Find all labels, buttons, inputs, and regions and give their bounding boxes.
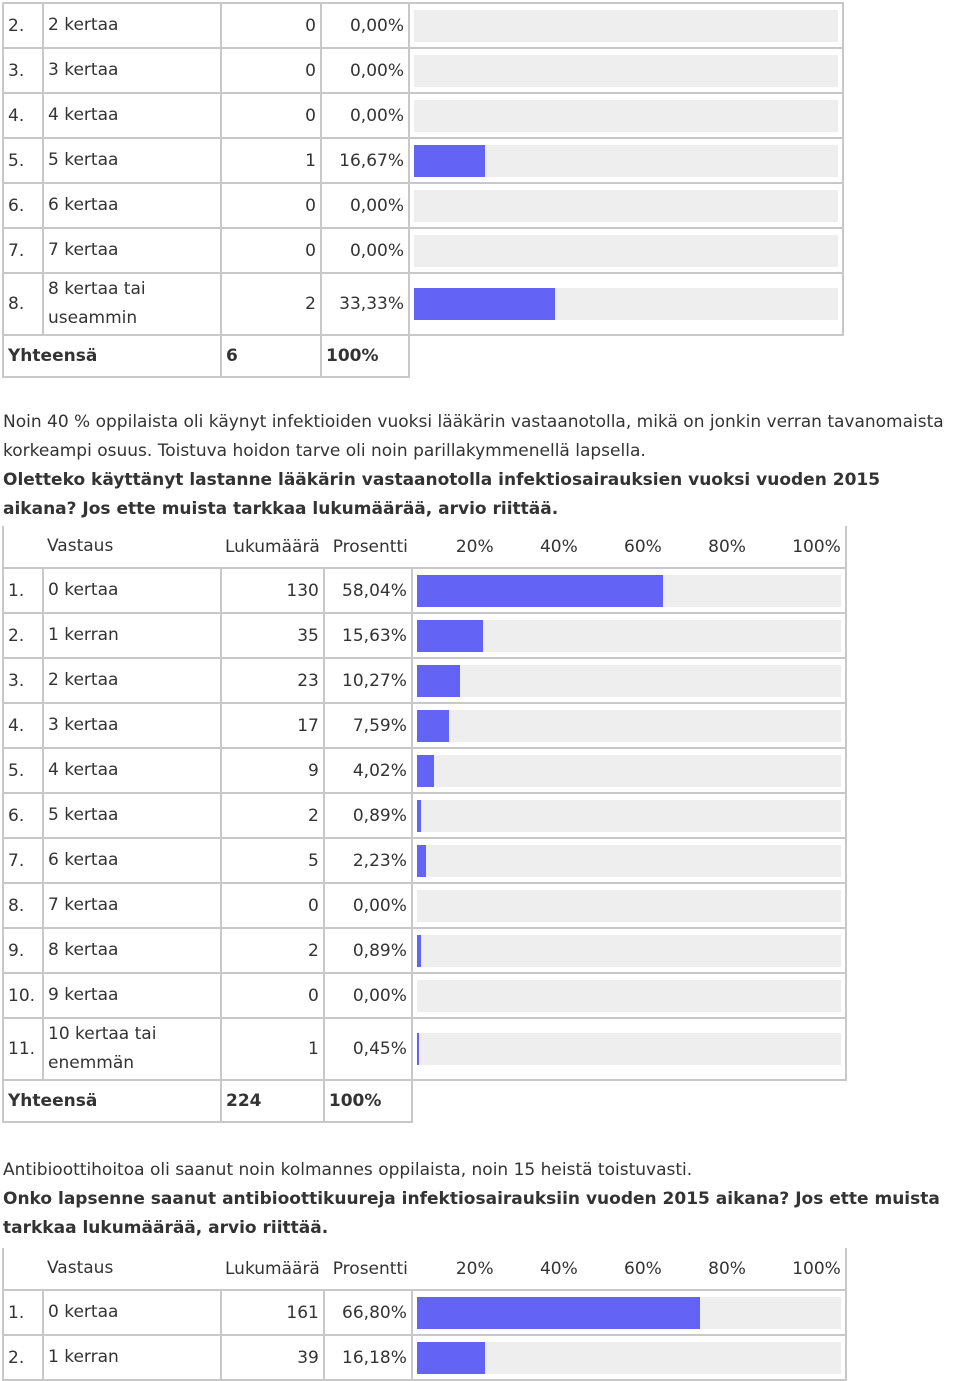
row-number: 11. [3,1018,43,1080]
row-percent: 33,33% [321,273,409,335]
row-count: 130 [221,568,324,613]
bar-track [414,145,838,177]
row-bar-cell [412,703,846,748]
bar-fill [414,288,555,320]
scale-label: 80% [708,536,746,557]
row-percent: 15,63% [324,613,412,658]
table-row [3,183,843,228]
scale-label: 100% [792,1258,841,1279]
row-count: 0 [221,228,321,273]
row-bar-cell [409,273,843,335]
row-number: 3. [3,658,43,703]
table-row [3,883,846,928]
row-number: 2. [3,1335,43,1380]
row-count: 1 [221,1018,324,1080]
row-number: 4. [3,703,43,748]
row-bar-cell [412,883,846,928]
row-count: 5 [221,838,324,883]
table-total-row [3,1080,846,1122]
row-count: 0 [221,883,324,928]
header-answer: Vastaus [43,526,221,568]
bar-track [417,1033,841,1065]
total-label: Yhteensä [3,335,221,377]
results-table-body [3,1248,846,1380]
row-answer: 0 kertaa [43,1290,221,1335]
row-number: 6. [3,183,43,228]
header-spacer [3,526,43,568]
bar-fill [414,145,485,177]
row-percent: 7,59% [324,703,412,748]
table-row [3,1018,846,1080]
table-row [3,568,846,613]
bar-fill [417,665,461,697]
table-row [3,928,846,973]
table-header-row [3,526,846,568]
row-count: 0 [221,93,321,138]
row-bar-cell [412,838,846,883]
header-answer: Vastaus [43,1248,221,1290]
row-answer: 5 kertaa [43,793,221,838]
bar-track [417,980,841,1012]
total-count: 224 [221,1080,324,1122]
bar-fill [417,1342,486,1374]
row-count: 0 [221,48,321,93]
table-row [3,3,843,48]
bar-track [414,55,838,87]
row-number: 6. [3,793,43,838]
row-bar-cell [412,658,846,703]
row-answer: 1 kerran [43,613,221,658]
bar-fill [417,935,421,967]
results-table-visits-continued [2,2,844,378]
scale-label: 20% [455,1258,494,1279]
total-percent: 100% [321,335,409,377]
row-bar-cell [412,928,846,973]
results-table-body [3,526,846,1122]
table-row [3,1290,846,1335]
summary-text-antibiotics: Antibioottihoitoa oli saanut noin kolmannes oppilaista, noin 15 heistä toistuvasti. [3,1160,693,1180]
row-percent: 0,00% [321,183,409,228]
table-row [3,748,846,793]
bar-track [417,845,841,877]
results-table-antibiotics [2,1248,847,1381]
row-answer: 7 kertaa [43,228,221,273]
bar-track [414,288,838,320]
row-percent: 0,00% [324,973,412,1018]
row-bar-cell [412,568,846,613]
row-answer: 4 kertaa [43,93,221,138]
table-row [3,228,843,273]
bar-track [417,800,841,832]
total-spacer [409,335,843,377]
scale-labels [416,537,841,557]
bar-track [414,10,838,42]
header-percent: Prosentti [324,1248,412,1290]
row-percent: 10,27% [324,658,412,703]
row-count: 2 [221,273,321,335]
row-bar-cell [409,3,843,48]
row-count: 23 [221,658,324,703]
bar-track [417,890,841,922]
bar-fill [417,1033,419,1065]
question-doctor-visits: Oletteko käyttänyt lastanne lääkärin vastaanotolla infektiosairauksien vuoksi vuoden 2015 aikana? Jos ette muista tarkkaa lukumäärää, arvio riittää. [3,470,881,519]
row-percent: 58,04% [324,568,412,613]
row-number: 3. [3,48,43,93]
scale-labels [416,1259,841,1279]
row-answer: 10 kertaa tai enemmän [43,1018,221,1080]
summary-text-visits: Noin 40 % oppilaista oli käynyt infektioiden vuoksi lääkärin vastaanotolla, mikä on jonkin verran tavanomaista korkeampi osuus. Toistuva hoidon tarve oli noin parillakymmenellä lapsella. [3,412,944,461]
row-answer: 5 kertaa [43,138,221,183]
table-row [3,613,846,658]
row-percent: 0,00% [324,883,412,928]
scale-label: 100% [792,536,841,557]
row-count: 35 [221,613,324,658]
header-percent: Prosentti [324,526,412,568]
row-answer: 3 kertaa [43,48,221,93]
row-bar-cell [409,93,843,138]
row-number: 8. [3,883,43,928]
bar-fill [417,845,426,877]
row-number: 1. [3,1290,43,1335]
total-label: Yhteensä [3,1080,221,1122]
row-number: 5. [3,138,43,183]
row-percent: 16,18% [324,1335,412,1380]
total-spacer [412,1080,846,1122]
table-row [3,273,843,335]
row-bar-cell [412,1018,846,1080]
row-percent: 66,80% [324,1290,412,1335]
row-percent: 16,67% [321,138,409,183]
bar-track [417,1297,841,1329]
total-percent: 100% [324,1080,412,1122]
row-count: 17 [221,703,324,748]
row-percent: 0,00% [321,48,409,93]
row-number: 10. [3,973,43,1018]
row-answer: 6 kertaa [43,838,221,883]
table-row [3,703,846,748]
row-answer: 0 kertaa [43,568,221,613]
row-number: 7. [3,838,43,883]
header-count: Lukumäärä [221,526,324,568]
row-percent: 0,00% [321,228,409,273]
row-bar-cell [412,973,846,1018]
row-count: 1 [221,138,321,183]
results-table-doctor-visits [2,526,847,1123]
table-row [3,1335,846,1380]
scale-label: 40% [539,1258,578,1279]
bar-track [417,935,841,967]
row-answer: 9 kertaa [43,973,221,1018]
row-count: 2 [221,928,324,973]
row-percent: 0,89% [324,793,412,838]
row-percent: 0,45% [324,1018,412,1080]
scale-label: 80% [708,1258,746,1279]
bar-track [417,575,841,607]
table-row [3,658,846,703]
row-bar-cell [409,228,843,273]
row-number: 4. [3,93,43,138]
row-percent: 4,02% [324,748,412,793]
question-antibiotics: Onko lapsenne saanut antibioottikuureja infektiosairauksiin vuoden 2015 aikana? Jos ette muista tarkkaa lukumäärää, arvio riittää. [3,1189,940,1238]
row-answer: 3 kertaa [43,703,221,748]
row-number: 5. [3,748,43,793]
bar-fill [417,575,663,607]
row-count: 9 [221,748,324,793]
row-bar-cell [412,1335,846,1380]
table-row [3,48,843,93]
row-bar-cell [412,793,846,838]
row-answer: 4 kertaa [43,748,221,793]
results-table-body [3,3,843,377]
row-answer: 1 kerran [43,1335,221,1380]
row-bar-cell [409,183,843,228]
bar-track [417,620,841,652]
bar-fill [417,710,449,742]
table-row [3,793,846,838]
table-row [3,138,843,183]
header-scale [412,526,846,568]
row-bar-cell [409,138,843,183]
row-answer: 7 kertaa [43,883,221,928]
row-number: 8. [3,273,43,335]
table-row [3,973,846,1018]
row-bar-cell [412,748,846,793]
row-bar-cell [409,48,843,93]
row-count: 0 [221,3,321,48]
row-percent: 0,00% [321,3,409,48]
row-percent: 2,23% [324,838,412,883]
scale-label: 60% [624,1258,662,1279]
row-number: 7. [3,228,43,273]
row-count: 0 [221,183,321,228]
table-total-row [3,335,843,377]
row-answer: 2 kertaa [43,3,221,48]
row-count: 2 [221,793,324,838]
bar-track [417,1342,841,1374]
bar-fill [417,620,483,652]
table-row [3,838,846,883]
bar-track [414,235,838,267]
bar-track [417,665,841,697]
row-number: 2. [3,3,43,48]
row-percent: 0,00% [321,93,409,138]
row-answer: 8 kertaa [43,928,221,973]
row-bar-cell [412,1290,846,1335]
scale-label: 60% [624,536,662,557]
header-scale [412,1248,846,1290]
bar-fill [417,800,421,832]
bar-fill [417,755,434,787]
header-count: Lukumäärä [221,1248,324,1290]
table-header-row [3,1248,846,1290]
row-number: 2. [3,613,43,658]
row-count: 0 [221,973,324,1018]
row-number: 1. [3,568,43,613]
header-spacer [3,1248,43,1290]
bar-track [417,755,841,787]
bar-fill [417,1297,700,1329]
scale-label: 40% [539,536,578,557]
row-answer: 8 kertaa tai useammin [43,273,221,335]
row-answer: 2 kertaa [43,658,221,703]
bar-track [414,190,838,222]
row-percent: 0,89% [324,928,412,973]
row-bar-cell [412,613,846,658]
table-row [3,93,843,138]
row-answer: 6 kertaa [43,183,221,228]
bar-track [414,100,838,132]
total-count: 6 [221,335,321,377]
row-number: 9. [3,928,43,973]
row-count: 161 [221,1290,324,1335]
scale-label: 20% [455,536,494,557]
row-count: 39 [221,1335,324,1380]
bar-track [417,710,841,742]
